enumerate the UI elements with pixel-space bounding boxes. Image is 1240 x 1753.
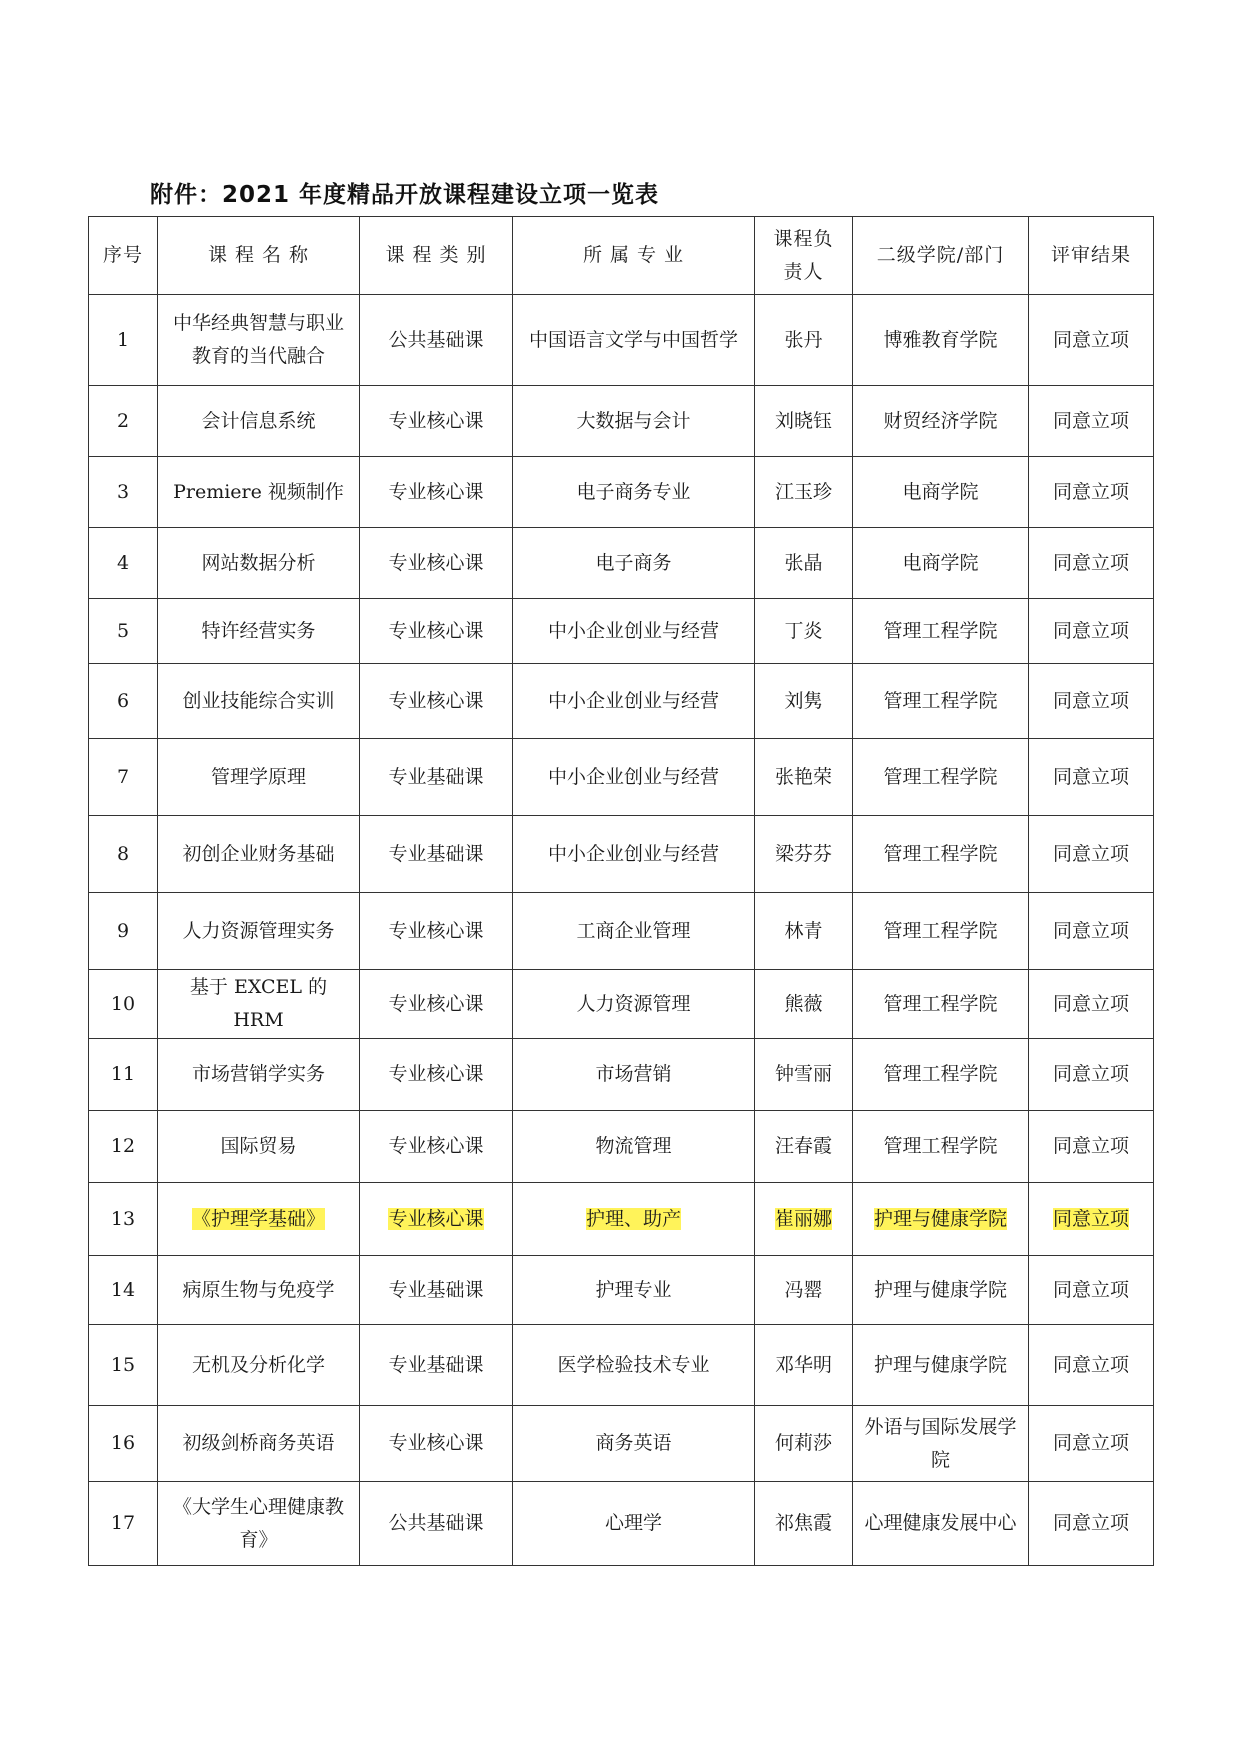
row-number-text: 12 bbox=[110, 1135, 136, 1157]
course-name-text: 初级剑桥商务英语 bbox=[182, 1432, 335, 1454]
review-result-text: 同意立项 bbox=[1052, 842, 1129, 865]
cell-department bbox=[853, 599, 1029, 664]
review-result-text: 同意立项 bbox=[1052, 1135, 1129, 1157]
row-number-text: 9 bbox=[116, 919, 130, 942]
cell-course-leader bbox=[755, 893, 853, 970]
cell-course-name bbox=[158, 1482, 360, 1566]
course-category-text: 专业基础课 bbox=[388, 765, 484, 788]
cell-row-number bbox=[89, 664, 158, 739]
cell-review-result bbox=[1029, 816, 1154, 893]
row-number-text: 3 bbox=[116, 480, 130, 503]
table-row bbox=[89, 457, 1154, 528]
cell-review-result bbox=[1029, 295, 1154, 386]
major-text: 中小企业创业与经营 bbox=[547, 689, 719, 712]
department-text: 管理工程学院 bbox=[883, 689, 998, 712]
cell-row-number bbox=[89, 1406, 158, 1482]
major-text: 电子商务 bbox=[595, 551, 672, 574]
major-text: 护理专业 bbox=[595, 1278, 672, 1301]
cell-course-name bbox=[158, 664, 360, 739]
table-row bbox=[89, 816, 1154, 893]
department-text: 管理工程学院 bbox=[883, 765, 998, 788]
cell-review-result bbox=[1029, 1183, 1154, 1256]
cell-department bbox=[853, 457, 1029, 528]
review-result-text: 同意立项 bbox=[1052, 1353, 1129, 1376]
course-category-text: 专业核心课 bbox=[388, 480, 484, 503]
row-number-text: 2 bbox=[116, 409, 130, 432]
major-text: 心理学 bbox=[604, 1512, 662, 1534]
cell-review-result bbox=[1029, 664, 1154, 739]
department-text: 财贸经济学院 bbox=[883, 409, 998, 432]
cell-course-leader bbox=[755, 1111, 853, 1183]
cell-course-category bbox=[360, 1325, 513, 1406]
cell-course-leader bbox=[755, 1325, 853, 1406]
major-text: 商务英语 bbox=[595, 1432, 672, 1454]
course-leader-text: 刘隽 bbox=[784, 689, 823, 712]
cell-course-leader bbox=[755, 1183, 853, 1256]
row-number-text: 17 bbox=[110, 1512, 136, 1534]
cell-department bbox=[853, 739, 1029, 816]
cell-department bbox=[853, 1039, 1029, 1111]
cell-department bbox=[853, 1482, 1029, 1566]
cell-review-result bbox=[1029, 1256, 1154, 1325]
table-row bbox=[89, 1482, 1154, 1566]
review-result-text: 同意立项 bbox=[1052, 409, 1129, 432]
cell-row-number bbox=[89, 1111, 158, 1183]
course-category-text: 专业核心课 bbox=[388, 619, 484, 642]
header-result: 评审结果 bbox=[1029, 217, 1154, 295]
cell-major bbox=[513, 457, 755, 528]
course-name-text: 初创企业财务基础 bbox=[182, 842, 335, 865]
cell-major bbox=[513, 893, 755, 970]
cell-course-name bbox=[158, 599, 360, 664]
course-category-text: 公共基础课 bbox=[388, 328, 484, 351]
cell-major bbox=[513, 528, 755, 599]
cell-course-name bbox=[158, 457, 360, 528]
cell-course-leader bbox=[755, 386, 853, 457]
department-text: 外语与国际发展学院 bbox=[864, 1415, 1017, 1471]
course-category-text: 专业核心课 bbox=[388, 1432, 484, 1454]
cell-review-result bbox=[1029, 386, 1154, 457]
cell-review-result bbox=[1029, 599, 1154, 664]
major-text: 中国语言文学与中国哲学 bbox=[528, 328, 738, 351]
review-result-text: 同意立项 bbox=[1052, 1278, 1129, 1301]
cell-row-number bbox=[89, 1039, 158, 1111]
cell-course-leader bbox=[755, 1256, 853, 1325]
cell-course-name bbox=[158, 1039, 360, 1111]
course-leader-text: 丁炎 bbox=[784, 619, 823, 642]
review-result-text: 同意立项 bbox=[1052, 1512, 1129, 1534]
header-department: 二级学院/部门 bbox=[853, 217, 1029, 295]
course-table bbox=[88, 216, 1154, 1566]
row-number-text: 11 bbox=[110, 1063, 136, 1085]
course-leader-text: 张丹 bbox=[784, 328, 823, 351]
course-leader-text: 林青 bbox=[784, 919, 823, 942]
department-text: 管理工程学院 bbox=[883, 842, 998, 865]
course-category-text: 专业基础课 bbox=[388, 1278, 484, 1301]
review-result-text: 同意立项 bbox=[1052, 1207, 1129, 1230]
table-row bbox=[89, 1111, 1154, 1183]
cell-course-name bbox=[158, 739, 360, 816]
cell-department bbox=[853, 1183, 1029, 1256]
major-text: 护理、助产 bbox=[585, 1207, 681, 1230]
cell-course-leader bbox=[755, 599, 853, 664]
course-category-text: 专业核心课 bbox=[388, 551, 484, 574]
cell-course-category bbox=[360, 1406, 513, 1482]
cell-major bbox=[513, 739, 755, 816]
course-leader-text: 熊薇 bbox=[784, 992, 823, 1015]
review-result-text: 同意立项 bbox=[1052, 992, 1129, 1015]
cell-course-category bbox=[360, 599, 513, 664]
row-number-text: 16 bbox=[110, 1432, 136, 1454]
course-name-text: 中华经典智慧与职业教育的当代融合 bbox=[172, 312, 344, 367]
cell-row-number bbox=[89, 528, 158, 599]
department-text: 管理工程学院 bbox=[883, 619, 998, 642]
review-result-text: 同意立项 bbox=[1052, 551, 1129, 574]
row-number-text: 15 bbox=[110, 1353, 136, 1376]
course-name-text: 市场营销学实务 bbox=[191, 1063, 325, 1085]
cell-row-number bbox=[89, 1325, 158, 1406]
major-text: 电子商务专业 bbox=[576, 480, 691, 503]
cell-course-category bbox=[360, 386, 513, 457]
cell-department bbox=[853, 1111, 1029, 1183]
cell-major bbox=[513, 386, 755, 457]
department-text: 护理与健康学院 bbox=[873, 1353, 1007, 1376]
row-number-text: 8 bbox=[116, 842, 130, 865]
course-name-text: 会计信息系统 bbox=[201, 409, 316, 432]
cell-course-category bbox=[360, 457, 513, 528]
cell-major bbox=[513, 970, 755, 1039]
row-number-text: 5 bbox=[116, 619, 130, 642]
cell-course-name bbox=[158, 1111, 360, 1183]
cell-course-leader bbox=[755, 457, 853, 528]
department-text: 护理与健康学院 bbox=[873, 1278, 1007, 1301]
cell-course-category bbox=[360, 1111, 513, 1183]
course-leader-text: 邓华明 bbox=[774, 1353, 832, 1376]
department-text: 管理工程学院 bbox=[883, 919, 998, 942]
department-text: 管理工程学院 bbox=[883, 1135, 998, 1157]
course-leader-text: 冯罂 bbox=[784, 1278, 823, 1301]
cell-department bbox=[853, 295, 1029, 386]
cell-course-category bbox=[360, 1482, 513, 1566]
cell-row-number bbox=[89, 739, 158, 816]
cell-course-category bbox=[360, 970, 513, 1039]
review-result-text: 同意立项 bbox=[1052, 765, 1129, 788]
review-result-text: 同意立项 bbox=[1052, 689, 1129, 712]
cell-row-number bbox=[89, 816, 158, 893]
row-number-text: 7 bbox=[116, 765, 130, 788]
cell-major bbox=[513, 1325, 755, 1406]
course-category-text: 公共基础课 bbox=[388, 1512, 484, 1534]
document-title: 附件：2021 年度精品开放课程建设立项一览表 bbox=[150, 182, 660, 208]
table-row bbox=[89, 1406, 1154, 1482]
table-row bbox=[89, 1039, 1154, 1111]
cell-department bbox=[853, 1325, 1029, 1406]
course-category-text: 专业核心课 bbox=[388, 1135, 484, 1157]
cell-course-leader bbox=[755, 1482, 853, 1566]
course-leader-text: 钟雪丽 bbox=[774, 1063, 832, 1085]
cell-course-name bbox=[158, 816, 360, 893]
cell-course-name bbox=[158, 1325, 360, 1406]
cell-course-leader bbox=[755, 970, 853, 1039]
table-row bbox=[89, 386, 1154, 457]
course-name-text: 管理学原理 bbox=[210, 765, 306, 788]
course-leader-text: 梁芬芬 bbox=[774, 842, 832, 865]
course-name-text: 《护理学基础》 bbox=[191, 1207, 325, 1230]
major-text: 中小企业创业与经营 bbox=[547, 619, 719, 642]
review-result-text: 同意立项 bbox=[1052, 328, 1129, 351]
table-row bbox=[89, 295, 1154, 386]
course-name-text: 《大学生心理健康教育》 bbox=[172, 1495, 344, 1551]
course-category-text: 专业基础课 bbox=[388, 842, 484, 865]
major-text: 大数据与会计 bbox=[576, 409, 691, 432]
course-leader-text: 张晶 bbox=[784, 551, 823, 574]
cell-course-name bbox=[158, 1183, 360, 1256]
cell-review-result bbox=[1029, 1482, 1154, 1566]
cell-course-leader bbox=[755, 528, 853, 599]
cell-major bbox=[513, 1039, 755, 1111]
cell-major bbox=[513, 1111, 755, 1183]
cell-row-number bbox=[89, 457, 158, 528]
table-row bbox=[89, 599, 1154, 664]
major-text: 中小企业创业与经营 bbox=[547, 765, 719, 788]
major-text: 医学检验技术专业 bbox=[557, 1353, 710, 1376]
course-name-text: 网站数据分析 bbox=[201, 551, 316, 574]
cell-review-result bbox=[1029, 457, 1154, 528]
course-category-text: 专业核心课 bbox=[388, 409, 484, 432]
review-result-text: 同意立项 bbox=[1052, 480, 1129, 503]
course-leader-text: 何莉莎 bbox=[774, 1432, 832, 1454]
cell-course-name bbox=[158, 528, 360, 599]
course-leader-text: 崔丽娜 bbox=[774, 1207, 832, 1230]
table-row bbox=[89, 528, 1154, 599]
course-name-text: Premiere 视频制作 bbox=[173, 480, 344, 503]
major-text: 工商企业管理 bbox=[576, 919, 691, 942]
cell-review-result bbox=[1029, 893, 1154, 970]
row-number-text: 4 bbox=[116, 551, 130, 574]
major-text: 中小企业创业与经营 bbox=[547, 842, 719, 865]
cell-major bbox=[513, 1406, 755, 1482]
cell-course-category bbox=[360, 1256, 513, 1325]
cell-course-category bbox=[360, 664, 513, 739]
table-header-row bbox=[89, 217, 1154, 295]
cell-review-result bbox=[1029, 528, 1154, 599]
cell-department bbox=[853, 664, 1029, 739]
course-name-text: 无机及分析化学 bbox=[191, 1353, 325, 1376]
cell-department bbox=[853, 386, 1029, 457]
table-row bbox=[89, 1256, 1154, 1325]
cell-course-leader bbox=[755, 1039, 853, 1111]
row-number-text: 1 bbox=[116, 328, 130, 351]
cell-major bbox=[513, 599, 755, 664]
cell-course-name bbox=[158, 386, 360, 457]
cell-course-leader bbox=[755, 1406, 853, 1482]
department-text: 博雅教育学院 bbox=[883, 328, 998, 351]
table-row bbox=[89, 1183, 1154, 1256]
header-course-category: 课 程 类 别 bbox=[360, 217, 513, 295]
cell-course-leader bbox=[755, 739, 853, 816]
cell-major bbox=[513, 1256, 755, 1325]
cell-review-result bbox=[1029, 1111, 1154, 1183]
cell-row-number bbox=[89, 1256, 158, 1325]
cell-course-name bbox=[158, 1406, 360, 1482]
cell-major bbox=[513, 295, 755, 386]
cell-row-number bbox=[89, 599, 158, 664]
table-row bbox=[89, 739, 1154, 816]
cell-course-category bbox=[360, 528, 513, 599]
cell-course-leader bbox=[755, 664, 853, 739]
cell-course-category bbox=[360, 1039, 513, 1111]
header-course-name: 课 程 名 称 bbox=[158, 217, 360, 295]
department-text: 管理工程学院 bbox=[883, 992, 998, 1015]
major-text: 市场营销 bbox=[595, 1063, 672, 1085]
department-text: 护理与健康学院 bbox=[873, 1207, 1007, 1230]
table-row bbox=[89, 970, 1154, 1039]
cell-department bbox=[853, 1256, 1029, 1325]
table-row bbox=[89, 893, 1154, 970]
course-category-text: 专业核心课 bbox=[388, 1063, 484, 1085]
cell-major bbox=[513, 816, 755, 893]
course-name-text: 特许经营实务 bbox=[201, 619, 316, 642]
course-name-text: 创业技能综合实训 bbox=[182, 689, 335, 712]
cell-row-number bbox=[89, 386, 158, 457]
row-number-text: 14 bbox=[110, 1278, 136, 1301]
course-leader-text: 张艳荣 bbox=[774, 765, 832, 788]
course-name-text: 国际贸易 bbox=[220, 1135, 297, 1157]
course-name-text: 基于 EXCEL 的 HRM bbox=[189, 976, 328, 1031]
cell-major bbox=[513, 1183, 755, 1256]
major-text: 人力资源管理 bbox=[576, 992, 691, 1015]
cell-department bbox=[853, 816, 1029, 893]
header-leader: 课程负责人 bbox=[755, 217, 853, 295]
department-text: 管理工程学院 bbox=[883, 1063, 998, 1085]
cell-row-number bbox=[89, 1183, 158, 1256]
cell-course-name bbox=[158, 970, 360, 1039]
review-result-text: 同意立项 bbox=[1052, 1432, 1129, 1454]
department-text: 电商学院 bbox=[902, 480, 979, 503]
review-result-text: 同意立项 bbox=[1052, 1063, 1129, 1085]
cell-review-result bbox=[1029, 739, 1154, 816]
course-category-text: 专业核心课 bbox=[388, 689, 484, 712]
department-text: 心理健康发展中心 bbox=[864, 1512, 1017, 1534]
course-category-text: 专业核心课 bbox=[388, 919, 484, 942]
cell-row-number bbox=[89, 970, 158, 1039]
course-category-text: 专业基础课 bbox=[388, 1353, 484, 1376]
row-number-text: 13 bbox=[110, 1207, 136, 1230]
cell-major bbox=[513, 664, 755, 739]
course-leader-text: 刘晓钰 bbox=[774, 409, 832, 432]
cell-row-number bbox=[89, 893, 158, 970]
cell-course-name bbox=[158, 295, 360, 386]
header-major: 所 属 专 业 bbox=[513, 217, 755, 295]
course-leader-text: 江玉珍 bbox=[774, 480, 832, 503]
cell-course-category bbox=[360, 1183, 513, 1256]
course-name-text: 病原生物与免疫学 bbox=[182, 1278, 335, 1301]
course-leader-text: 汪春霞 bbox=[774, 1135, 832, 1157]
department-text: 电商学院 bbox=[902, 551, 979, 574]
cell-review-result bbox=[1029, 970, 1154, 1039]
cell-review-result bbox=[1029, 1406, 1154, 1482]
cell-course-leader bbox=[755, 295, 853, 386]
cell-review-result bbox=[1029, 1325, 1154, 1406]
cell-course-category bbox=[360, 739, 513, 816]
cell-course-category bbox=[360, 893, 513, 970]
table-row bbox=[89, 664, 1154, 739]
course-category-text: 专业核心课 bbox=[388, 1207, 484, 1230]
row-number-text: 6 bbox=[116, 689, 130, 712]
header-no: 序号 bbox=[89, 217, 158, 295]
cell-major bbox=[513, 1482, 755, 1566]
cell-course-category bbox=[360, 816, 513, 893]
cell-row-number bbox=[89, 295, 158, 386]
cell-course-name bbox=[158, 1256, 360, 1325]
major-text: 物流管理 bbox=[595, 1135, 672, 1157]
course-name-text: 人力资源管理实务 bbox=[182, 919, 335, 942]
course-category-text: 专业核心课 bbox=[388, 992, 484, 1015]
cell-row-number bbox=[89, 1482, 158, 1566]
table-row bbox=[89, 1325, 1154, 1406]
cell-department bbox=[853, 893, 1029, 970]
cell-department bbox=[853, 1406, 1029, 1482]
cell-course-leader bbox=[755, 816, 853, 893]
cell-department bbox=[853, 528, 1029, 599]
review-result-text: 同意立项 bbox=[1052, 919, 1129, 942]
row-number-text: 10 bbox=[110, 992, 136, 1015]
cell-course-category bbox=[360, 295, 513, 386]
review-result-text: 同意立项 bbox=[1052, 619, 1129, 642]
course-leader-text: 祁焦霞 bbox=[774, 1512, 832, 1534]
cell-course-name bbox=[158, 893, 360, 970]
cell-review-result bbox=[1029, 1039, 1154, 1111]
cell-department bbox=[853, 970, 1029, 1039]
